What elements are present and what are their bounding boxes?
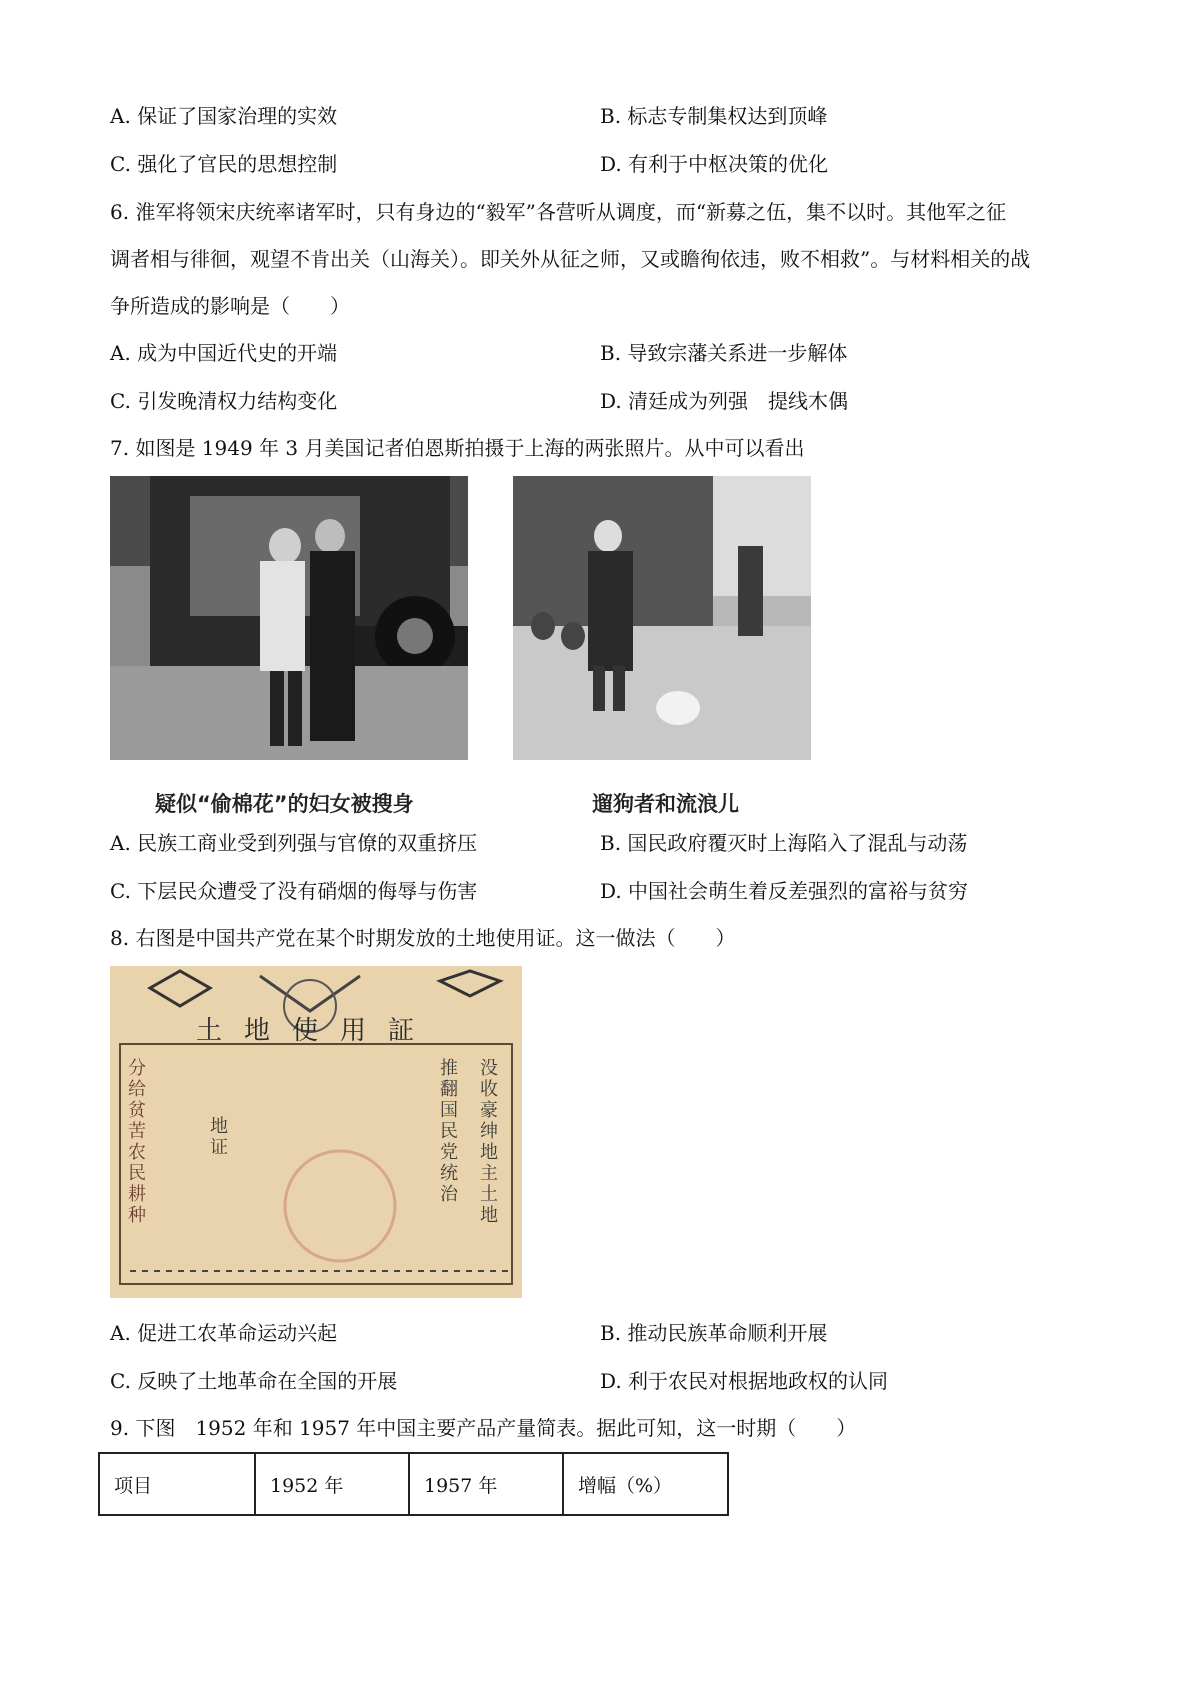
q7-stem: 7. 如图是 1949 年 3 月美国记者伯恩斯拍摄于上海的两张照片。从中可以看出	[110, 436, 805, 460]
q5-option-a: A. 保证了国家治理的实效	[110, 104, 338, 128]
production-table	[98, 1452, 729, 1516]
q5-option-b: B. 标志专制集权达到顶峰	[600, 104, 828, 128]
photo-dog-walker	[513, 476, 811, 760]
photo-caption-left: 疑似“偷棉花”的妇女被搜身	[155, 792, 414, 816]
certificate-title: 土地使用証	[195, 1016, 436, 1046]
q8-option-d: D. 利于农民对根据地政权的认同	[600, 1369, 889, 1393]
q6-stem-line-2: 调者相与徘徊，观望不肯出关（山海关）。即关外从征之师，又或瞻徇依违，败不相救”。与材料相关的战	[110, 247, 1031, 271]
q6-stem-line-1: 6. 淮军将领宋庆统率诸军时，只有身边的“毅军”各营听从调度，而“新募之伍，集不以时。其他军之征	[110, 200, 1007, 224]
q6-option-b: B. 导致宗藩关系进一步解体	[600, 341, 848, 365]
q6-option-a: A. 成为中国近代史的开端	[110, 341, 338, 365]
q7-option-c: C. 下层民众遭受了没有硝烟的侮辱与伤害	[110, 879, 478, 903]
q7-option-b: B. 国民政府覆灭时上海陷入了混乱与动荡	[600, 831, 968, 855]
certificate-col-2: 推翻国民党统治	[440, 1058, 458, 1205]
q8-option-c: C. 反映了土地革命在全国的开展	[110, 1369, 398, 1393]
q7-option-a: A. 民族工商业受到列强与官僚的双重挤压	[110, 831, 478, 855]
certificate-col-3: 分给贫苦农民耕种	[128, 1058, 146, 1226]
q5-option-d: D. 有利于中枢决策的优化	[600, 152, 829, 176]
certificate-col-4: 地证	[210, 1116, 228, 1158]
q9-stem: 9. 下图 1952 年和 1957 年中国主要产品产量简表。据此可知，这一时期（ ）	[110, 1416, 857, 1440]
table-header-item: 项目	[99, 1453, 255, 1515]
q7-option-d: D. 中国社会萌生着反差强烈的富裕与贫穷	[600, 879, 969, 903]
q8-option-a: A. 促进工农革命运动兴起	[110, 1321, 338, 1345]
certificate-col-1: 没收豪绅地主土地	[480, 1058, 498, 1226]
table-header-1957: 1957 年	[409, 1453, 563, 1515]
q6-option-c: C. 引发晚清权力结构变化	[110, 389, 338, 413]
photo-woman-searched	[110, 476, 468, 760]
q6-option-d: D. 清廷成为列强 提线木偶	[600, 389, 849, 413]
table-header-row	[99, 1453, 728, 1515]
table-header-1952: 1952 年	[255, 1453, 409, 1515]
land-use-certificate-image	[110, 966, 522, 1298]
photo-caption-right: 遛狗者和流浪儿	[592, 792, 739, 816]
q5-option-c: C. 强化了官民的思想控制	[110, 152, 338, 176]
q8-option-b: B. 推动民族革命顺利开展	[600, 1321, 828, 1345]
q8-stem: 8. 右图是中国共产党在某个时期发放的土地使用证。这一做法（ ）	[110, 926, 736, 950]
table-header-growth: 增幅（%）	[563, 1453, 728, 1515]
q6-stem-line-3: 争所造成的影响是（ ）	[110, 294, 350, 318]
